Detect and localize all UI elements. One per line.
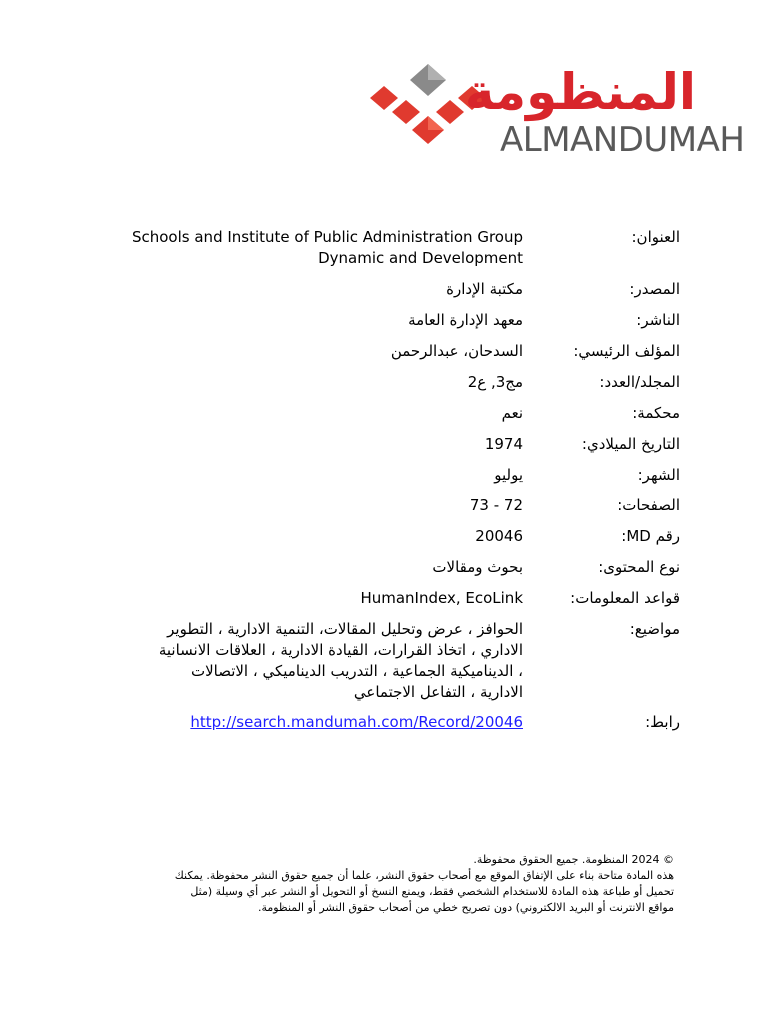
field-label: مواضيع: (629, 620, 680, 638)
field-value-year: 1974 (484, 435, 523, 453)
copyright-notice (74, 852, 674, 916)
field-value-pages: 72 - 73 (469, 496, 523, 514)
field-value-source: مكتبة الإدارة (446, 280, 523, 298)
field-label: رابط: (645, 713, 680, 731)
field-label: الشهر: (637, 466, 680, 484)
field-label: التاريخ الميلادي: (581, 435, 680, 453)
field-value-month: يوليو (494, 466, 523, 484)
field-value-author: السدحان، عبدالرحمن (390, 342, 523, 360)
field-label: قواعد المعلومات: (570, 589, 680, 607)
field-value-md-number: 20046 (475, 527, 523, 545)
field-value-databases: HumanIndex, EcoLink (360, 589, 523, 607)
field-label: نوع المحتوى: (598, 558, 680, 576)
field-label: المجلد/العدد: (599, 373, 680, 391)
field-label: المصدر: (629, 280, 680, 298)
notice-line: مواقع الانترنت أو البريد الالكتروني) دون تصريح خطي من أصحاب حقوق النشر أو المنظومة. (257, 901, 674, 914)
field-value-peer-reviewed: نعم (501, 404, 523, 422)
field-value-subjects: الحوافز ، عرض وتحليل المقالات، التنمية الادارية ، التطوير الاداري ، اتخاذ القرارات، القيادة الادارية ، العلاقات الانسانية ، الديناميكية الجماعية ، التدريب الديناميكي ، الاتصالات الادارية ، التفاعل الاجتماعي (158, 620, 523, 701)
field-label: العنوان: (631, 228, 680, 246)
copyright-line: © 2024 المنظومة. جميع الحقوق محفوظة. (473, 853, 674, 866)
field-label: محكمة: (632, 404, 680, 422)
notice-line: هذه المادة متاحة بناء على الإتفاق الموقع مع أصحاب حقوق النشر، علما أن جميع حقوق النشر محفوظة. يمكنك (174, 869, 674, 882)
record-link[interactable]: http://search.mandumah.com/Record/20046 (190, 713, 523, 731)
field-value-content-type: بحوث ومقالات (432, 558, 523, 576)
notice-line: تحميل أو طباعة هذه المادة للاستخدام الشخصي فقط، ويمنع النسخ أو التحويل أو النشر عبر أي وسيلة (مثل (190, 885, 674, 898)
almandumah-logo (368, 62, 745, 160)
field-value-title: Schools and Institute of Public Administration Group Dynamic and Development (131, 228, 523, 267)
field-value-publisher: معهد الإدارة العامة (408, 311, 523, 329)
field-label: الصفحات: (617, 496, 680, 514)
brand-arabic-wordmark: المنظومة (464, 63, 696, 121)
field-label: رقم MD: (621, 527, 680, 545)
brand-latin-wordmark: ALMANDUMAH (500, 120, 745, 160)
field-value-link (98, 712, 523, 733)
field-value-volume-issue: مج3, ع2 (467, 373, 523, 391)
field-label: الناشر: (636, 311, 680, 329)
field-label: المؤلف الرئيسي: (573, 342, 680, 360)
